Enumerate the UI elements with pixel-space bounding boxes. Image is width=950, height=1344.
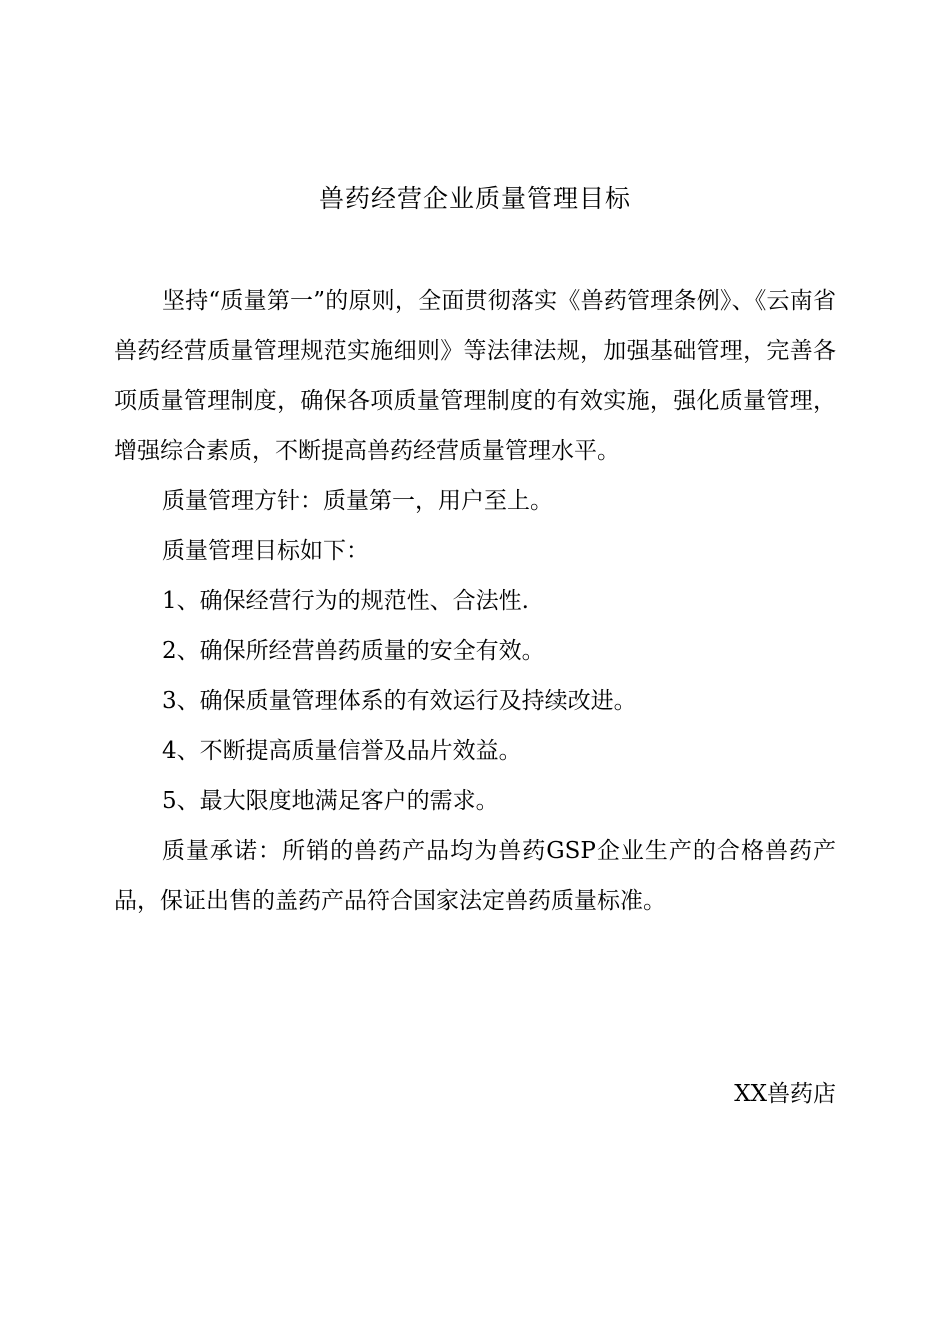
goal-item-1: 1、确保经营行为的规范性、合法性. <box>162 588 529 614</box>
document-title: 兽药经营企业质量管理目标 <box>318 184 631 213</box>
goal-item-5: 5、最大限度地满足客户的需求。 <box>162 788 499 814</box>
goal-item-3: 3、确保质量管理体系的有效运行及持续改进。 <box>162 688 637 714</box>
document-body <box>114 276 836 926</box>
quality-goals-heading: 质量管理目标如下： <box>162 538 369 564</box>
signature: XX兽药店 <box>734 1081 836 1107</box>
quality-policy-paragraph: 质量管理方针：质量第一，用户至上。 <box>162 488 553 514</box>
goal-item-2: 2、确保所经营兽药质量的安全有效。 <box>162 638 545 664</box>
goal-item-4: 4、不断提高质量信誉及品片效益。 <box>162 738 522 764</box>
principle-paragraph: 坚持“质量第一”的原则，全面贯彻落实《兽药管理条例》、《云南省兽药经营质量管理规范实施细则》等法律法规，加强基础管理，完善各项质量管理制度，确保各项质量管理制度的有效实施，强化质量管理，增强综合素质，不断提高兽药经营质量管理水平。 <box>114 288 836 464</box>
quality-commitment-paragraph: 质量承诺：所销的兽药产品均为兽药GSP企业生产的合格兽药产品，保证出售的盖药产品符合国家法定兽药质量标准。 <box>114 838 836 914</box>
